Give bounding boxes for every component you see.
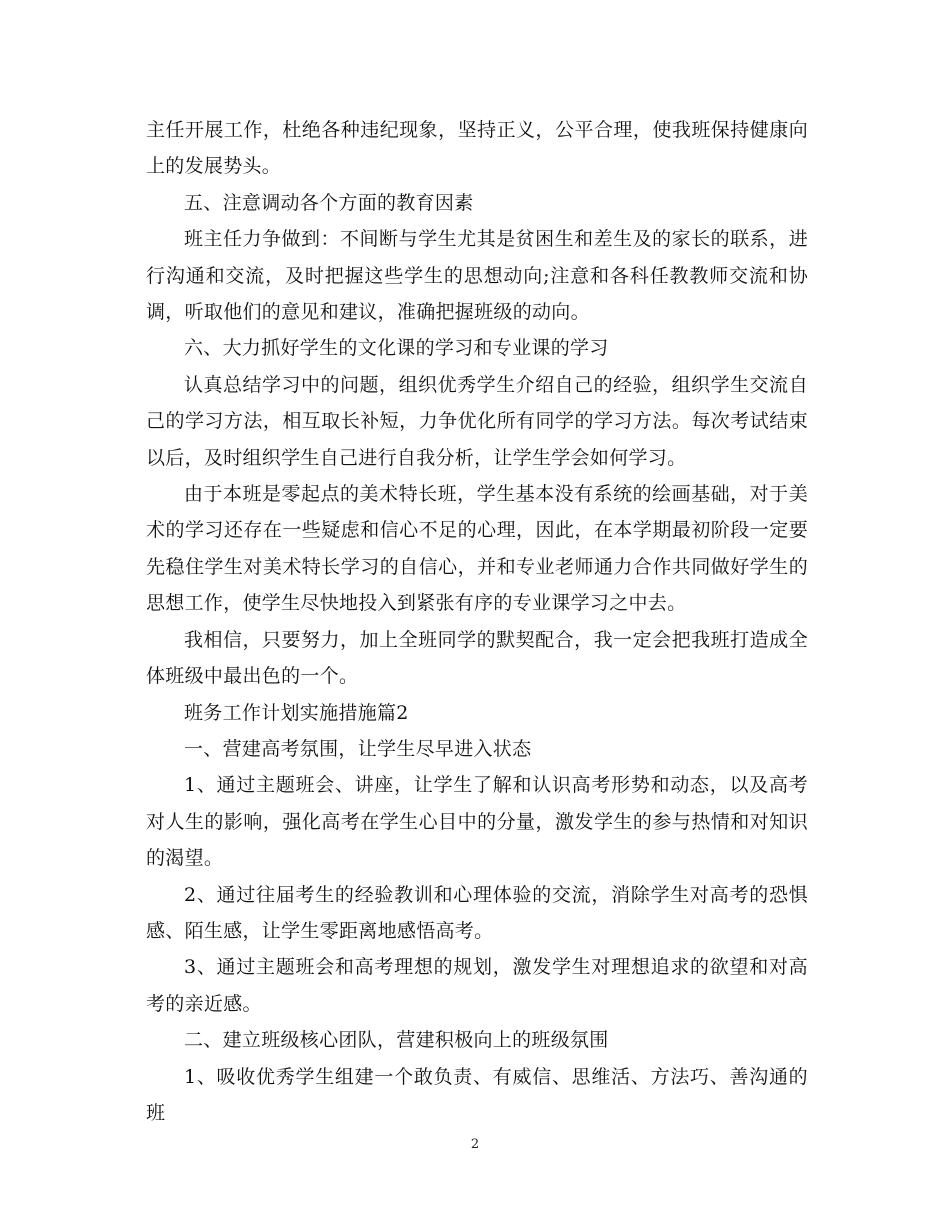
list-item-core-team: 1、吸收优秀学生组建一个敢负责、有威信、思维活、方法巧、善沟通的班	[146, 1065, 808, 1124]
list-item-3: 3、通过主题班会和高考理想的规划，激发学生对理想追求的欲望和对高考的亲近感。	[146, 956, 808, 1015]
paragraph-belief: 我相信，只要努力，加上全班同学的默契配合，我一定会把我班打造成全体班级中最出色的一个。	[146, 628, 808, 688]
paragraph-continuation: 主任开展工作，杜绝各种违纪现象，坚持正义，公平合理，使我班保持健康向上的发展势头。	[146, 119, 808, 178]
page-number: 2	[470, 1137, 480, 1152]
document-body	[146, 112, 808, 1131]
list-item-1: 1、通过主题班会、讲座，让学生了解和认识高考形势和动态，以及高考对人生的影响，强化高考在学生心目中的分量，激发学生的参与热情和对知识的渴望。	[146, 774, 808, 870]
list-item-2: 2、通过往届考生的经验教训和心理体验的交流，消除学生对高考的恐惧感、陌生感，让学生零距离地感悟高考。	[146, 883, 808, 942]
section-heading-2: 二、建立班级核心团队，营建积极向上的班级氛围	[184, 1029, 609, 1052]
section-heading-1: 一、营建高考氛围，让学生尽早进入状态	[184, 737, 532, 760]
paragraph-study-methods: 认真总结学习中的问题，组织优秀学生介绍自己的经验，组织学生交流自己的学习方法，相互取长补短，力争优化所有同学的学习方法。每次考试结束以后，及时组织学生自己进行自我分析，让学生学会如何学习。	[146, 373, 808, 469]
paragraph-teacher-communication: 班主任力争做到：不间断与学生尤其是贫困生和差生及的家长的联系，进行沟通和交流，及时把握这些学生的思想动向;注意和各科任教教师交流和协调，听取他们的意见和建议，准确把握班级的动向。	[146, 228, 808, 324]
paragraph-art-class: 由于本班是零起点的美术特长班，学生基本没有系统的绘画基础，对于美术的学习还存在一些疑虑和信心不足的心理，因此，在本学期最初阶段一定要先稳住学生对美术特长学习的自信心，并和专业老师通力合作共同做好学生的思想工作，使学生尽快地投入到紧张有序的专业课学习之中去。	[146, 483, 808, 615]
section-heading-6: 六、大力抓好学生的文化课的学习和专业课的学习	[184, 337, 609, 360]
section-heading-5: 五、注意调动各个方面的教育因素	[184, 191, 474, 214]
article-title-2: 班务工作计划实施措施篇2	[184, 701, 409, 724]
